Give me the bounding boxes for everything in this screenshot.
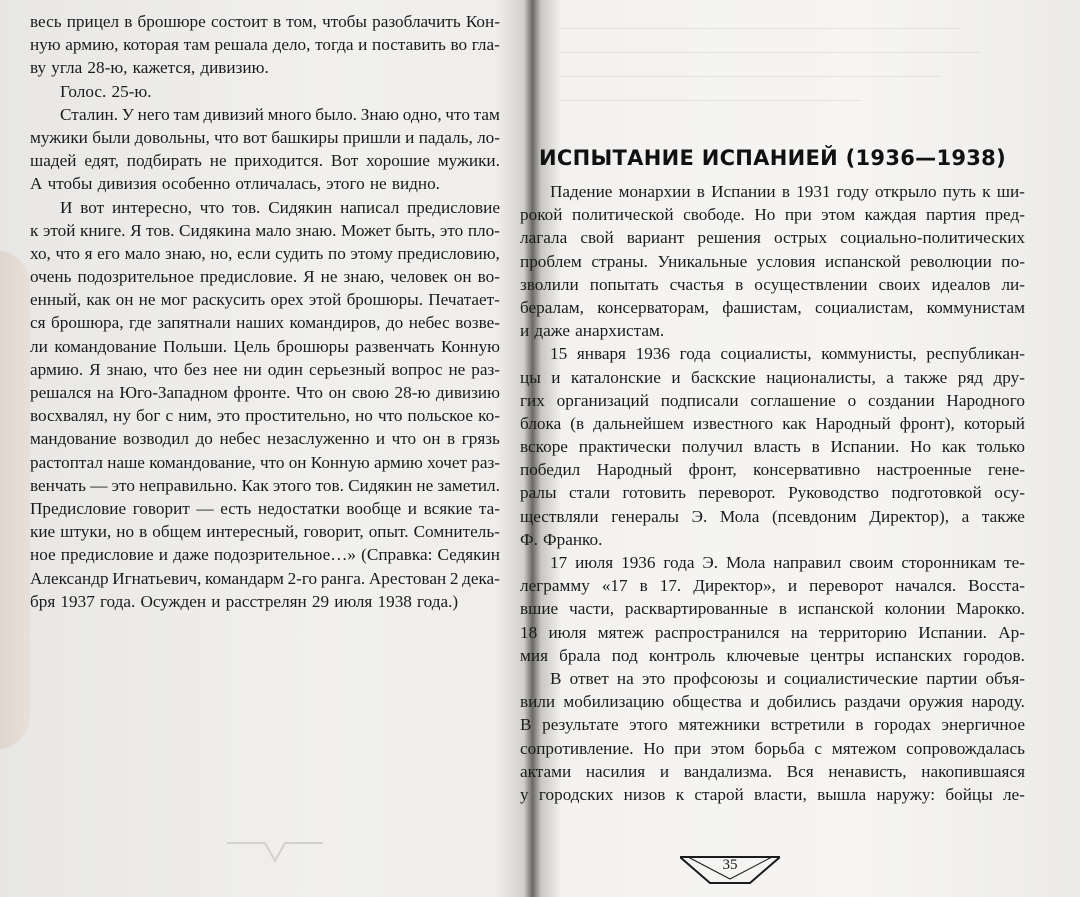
text-line: мия брала под контроль ключевые центры испанских городов.: [520, 645, 1025, 665]
text-line: леграмму «17 в 17. Директор», и переворот начался. Восста-: [520, 576, 1025, 596]
text-line: вили мобилизацию общества и добились раздачи оружия народу.: [520, 692, 1025, 712]
chapter-heading: ИСПЫТАНИЕ ИСПАНИЕЙ (1936—1938): [539, 146, 1006, 170]
text-line: блока (в дальнейшем известного как Народный фронт), который: [520, 413, 1025, 433]
text-line: армию. Я знаю, что без нее ни один серьезный вопрос не раз-: [30, 359, 500, 379]
text-line: венчать — это неправильно. Как этого тов. Сидякин не заметил.: [30, 475, 500, 495]
text-line: В ответ на это профсоюзы и социалистические партии объя-: [550, 668, 1025, 688]
text-line: лагала свой вариант решения острых социально-политических: [520, 228, 1025, 248]
text-line: вшие части, расквартированные в испанской колонии Марокко.: [520, 599, 1025, 619]
text-line: растоптал наше командование, что он Конную армию хочет раз-: [30, 452, 500, 472]
right-page-text: [520, 180, 1025, 806]
page-number-badge: [680, 855, 780, 885]
text-line: Ф. Франко.: [520, 529, 603, 549]
text-line: ли командование Польши. Цель брошюры развенчать Конную: [30, 336, 500, 356]
text-line: сопротивление. Но при этом борьба с мятежом сопровождалась: [520, 738, 1025, 758]
text-line: весь прицел в брошюре состоит в том, чтобы разоблачить Кон-: [30, 12, 500, 31]
text-line: восхвалял, ну бог с ним, это простительно, но что польское ко-: [30, 406, 500, 426]
text-line: зволили попытать счастья в осуществлении своих идеалов ли-: [520, 274, 1025, 294]
text-line: 17 июля 1936 года Э. Мола направил своим сторонникам те-: [550, 553, 1025, 572]
text-line: у городских низов к старой власти, вышла наружу: бойцы ле-: [520, 784, 1025, 804]
text-line: Александр Игнатьевич, командарм 2-го ранга. Арестован 2 дека-: [30, 568, 500, 588]
text-line: вскоре практически получил власть в Испании. Но как только: [520, 437, 1025, 457]
text-line: шадей едят, подбирать не приходится. Вот хорошие мужики.: [30, 151, 500, 171]
text-line: гих организаций подписали соглашение о создании Народного: [520, 390, 1025, 410]
text-line: бералам, консерваторам, фашистам, социалистам, коммунистам: [520, 297, 1025, 317]
text-line: ществляли генералы Э. Мола (псевдоним Директор), а также: [520, 506, 1025, 526]
page-number: 35: [722, 857, 738, 873]
thumb: [0, 250, 30, 750]
text-line: мандование возводил до небес незаслуженно и что он в грязь: [30, 429, 500, 449]
text-line: 15 января 1936 года социалисты, коммунисты, республикан-: [550, 344, 1025, 364]
text-line: актами насилия и вандализма. Вся ненависть, накопившаяся: [520, 761, 1025, 781]
text-line: решался на Юго-Западном фронте. Что он свою 28-ю дивизию: [30, 383, 500, 402]
text-line: бря 1937 года. Осужден и расстрелян 29 июля 1938 года.): [30, 591, 459, 611]
text-line: мужики были довольны, что вот башкиры пришли и падаль, ло-: [30, 127, 500, 147]
text-line: Предисловие говорит — есть недостатки вообще и всякие та-: [30, 498, 500, 518]
text-line: Сталин. У него там дивизий много было. Знаю одно, что там: [60, 104, 500, 124]
left-page-ornament: [225, 825, 325, 865]
text-line: к этой книге. Я тов. Сидякина мало знаю. Может быть, это пло-: [30, 220, 500, 240]
text-line: енный, как он не мог раскусить орех этой брошюры. Печатает-: [30, 290, 500, 310]
text-line: хо, что я его мало знаю, но, если судить по этому предисловию,: [30, 243, 500, 263]
text-line: А чтобы дивизия особенно отличалась, этого не видно.: [30, 174, 440, 194]
text-line: рокой политической свободе. Но при этом каждая партия пред-: [520, 205, 1025, 225]
text-line: кие штуки, но в общем интересный, говорит, опыт. Сомнитель-: [30, 522, 500, 542]
text-line: И вот интересно, что тов. Сидякин написал предисловие: [60, 197, 500, 217]
text-line: ралы стали готовить переворот. Руководство подготовкой осу-: [520, 483, 1025, 503]
text-line: проблем страны. Уникальные условия испанской революции по-: [520, 251, 1025, 271]
text-line: цы и каталонские и баскские националисты, а также ряд дру-: [520, 367, 1025, 387]
text-line: и даже анархистам.: [520, 321, 665, 341]
text-line: В результате этого мятежники встретили в городах энергичное: [520, 715, 1025, 735]
left-page: [30, 10, 500, 613]
text-line: очень подозрительное предисловие. Я не знаю, человек он во-: [30, 267, 500, 287]
text-line: ся брошюра, где запятнали наших командиров, до небес возве-: [30, 313, 500, 333]
text-line: Голос. 25-ю.: [60, 81, 152, 101]
text-line: 18 июля мятеж распространился на территорию Испании. Ар-: [520, 622, 1025, 642]
right-page: [520, 10, 1025, 806]
text-line: победил Народный фронт, консервативно настроенные гене-: [520, 460, 1025, 480]
text-line: ную армию, которая там решала дело, тогда и поставить во гла-: [30, 35, 500, 55]
text-line: Падение монархии в Испании в 1931 году открыло путь к ши-: [550, 182, 1025, 201]
text-line: ву угла 28-ю, кажется, дивизию.: [30, 58, 269, 78]
text-line: ное предисловие и даже подозрительное…» (Справка: Седякин: [30, 545, 500, 565]
